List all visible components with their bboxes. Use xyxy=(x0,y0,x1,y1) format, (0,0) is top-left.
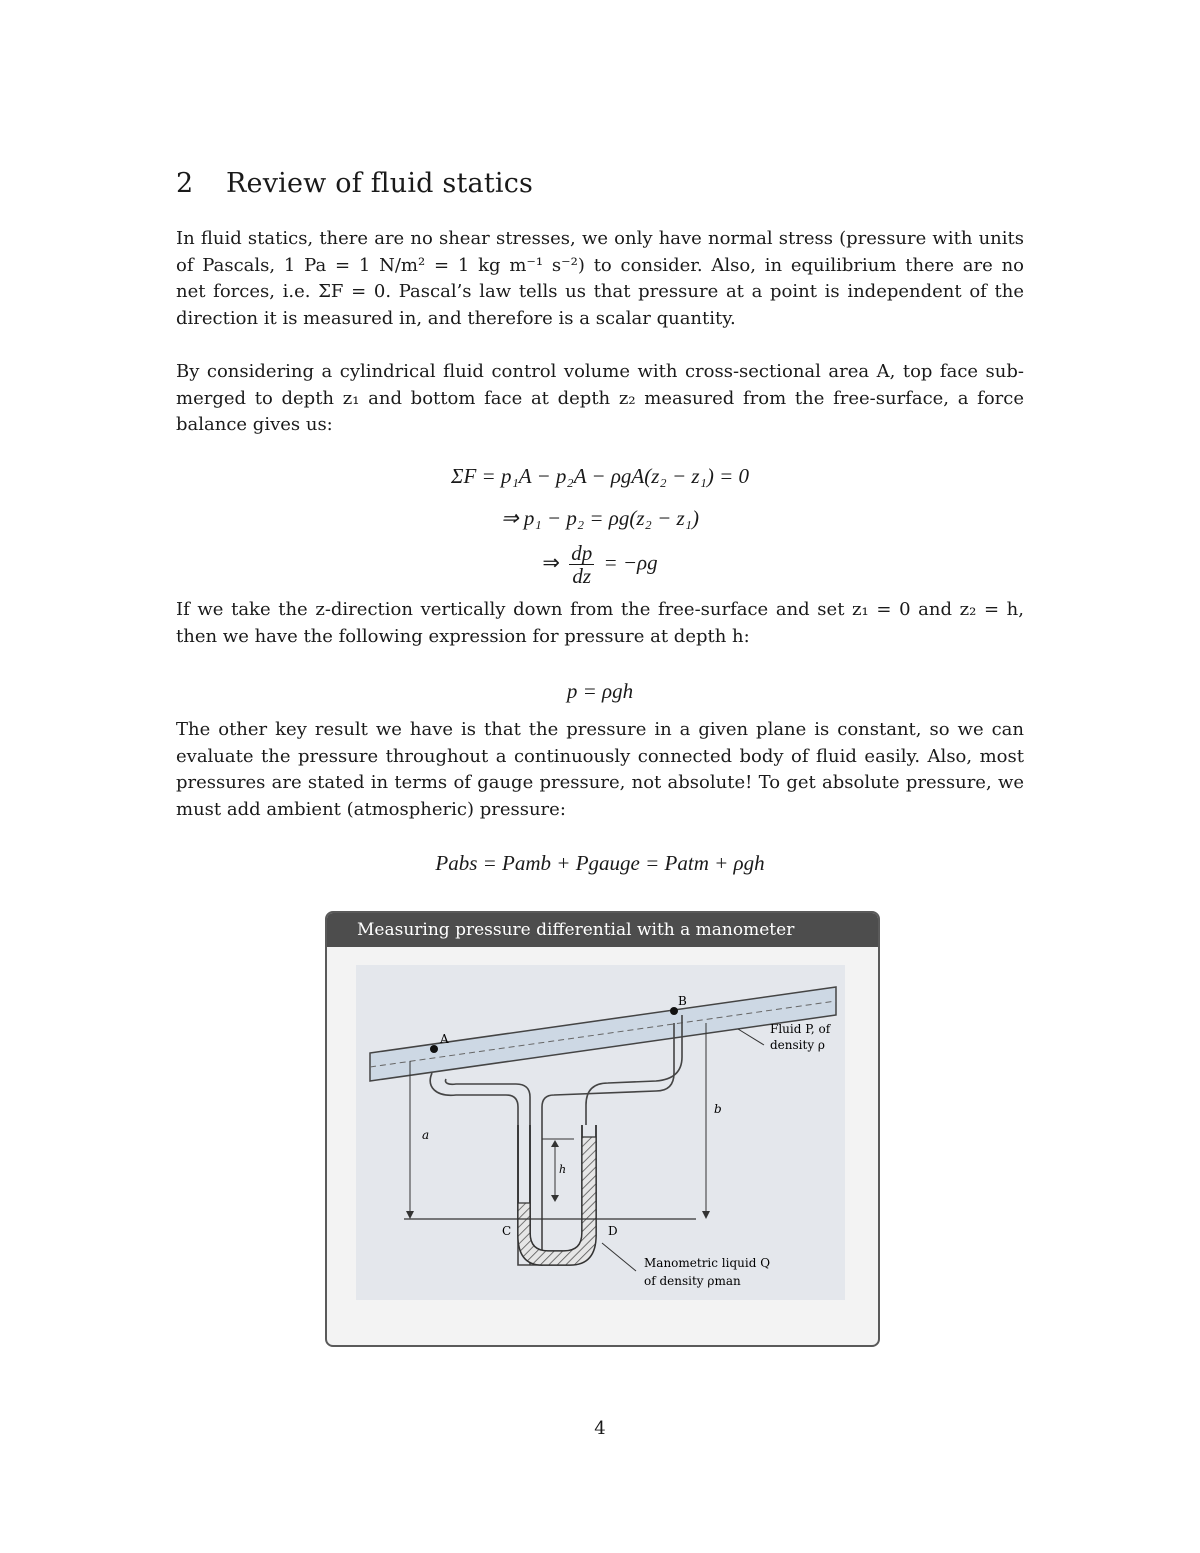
derivative-fraction xyxy=(569,542,594,587)
fraction-denominator: dz xyxy=(572,564,592,588)
equation-pressure-difference: ⇒ p₁ − p₂ = ρg(z₂ − z₁) xyxy=(501,506,699,530)
equation-hydrostatic: p = ρgh xyxy=(566,679,634,703)
manometric-label-line2: of density ρman xyxy=(644,1274,741,1288)
paragraph-line: evaluate the pressure throughout a continuously connected body of fluid easily. Also, most xyxy=(176,745,1024,767)
page-number: 4 xyxy=(594,1418,606,1439)
paragraph-line: balance gives us: xyxy=(176,414,333,435)
section-heading xyxy=(176,168,533,199)
paragraph-gauge xyxy=(176,717,1024,823)
fluid-label-line2: density ρ xyxy=(770,1038,825,1052)
label-d: D xyxy=(608,1224,618,1238)
label-c: C xyxy=(502,1224,512,1238)
label-a: a xyxy=(422,1128,430,1142)
fluid-label-line1: Fluid P, of xyxy=(770,1022,831,1036)
point-a-marker xyxy=(430,1045,438,1053)
paragraph-line: pressures are stated in terms of gauge pressure, not absolute! To get absolute pressure, we xyxy=(176,772,1024,793)
equation-absolute-pressure: Pabs = Pamb + Pgauge = Patm + ρgh xyxy=(435,851,765,875)
box-title: Measuring pressure differential with a manometer xyxy=(327,913,878,947)
paragraph-control-volume xyxy=(176,359,1024,439)
paragraph-intro xyxy=(176,226,1024,332)
paragraph-line: By considering a cylindrical fluid control volume with cross-sectional area A, top face sub- xyxy=(176,361,1024,382)
fraction-numerator: dp xyxy=(571,541,593,565)
paragraph-line: direction it is measured in, and therefore is a scalar quantity. xyxy=(176,307,736,329)
label-h: h xyxy=(559,1163,567,1176)
label-a-point: A xyxy=(440,1032,449,1046)
point-b-marker xyxy=(670,1007,678,1015)
manometer-box xyxy=(325,911,880,1347)
paragraph-line: merged to depth z₁ and bottom face at depth z₂ measured from the free-surface, a force xyxy=(176,387,1024,409)
paragraph-line: then we have the following expression for pressure at depth h: xyxy=(176,625,750,647)
paragraph-line: In fluid statics, there are no shear stresses, we only have normal stress (pressure with units xyxy=(176,228,1024,249)
paragraph-line: of Pascals, 1 Pa = 1 N/m² = 1 kg m⁻¹ s⁻²) to consider. Also, in equilibrium there are no xyxy=(176,254,1024,276)
label-b-point: B xyxy=(678,994,687,1008)
label-b: b xyxy=(714,1102,722,1116)
paragraph-line: The other key result we have is that the pressure in a given plane is constant, so we can xyxy=(176,719,1024,740)
equation-gradient xyxy=(0,542,1200,587)
paragraph-depth xyxy=(176,597,1024,650)
equation-force-balance: ΣF = p₁A − p₂A − ρgA(z₂ − z₁) = 0 xyxy=(451,464,749,488)
section-number: 2 xyxy=(176,168,194,199)
paragraph-line: If we take the z-direction vertically down from the free-surface and set z₁ = 0 and z₂ = h, xyxy=(176,599,1024,620)
paragraph-line: net forces, i.e. ΣF = 0. Pascal’s law tells us that pressure at a point is independent of the xyxy=(176,281,1024,302)
implies-symbol: ⇒ xyxy=(542,550,560,575)
equation-rhs: = −ρg xyxy=(603,550,658,575)
manometer-diagram xyxy=(356,965,845,1300)
section-title: Review of fluid statics xyxy=(226,168,534,199)
paragraph-line: must add ambient (atmospheric) pressure: xyxy=(176,798,566,820)
manometric-label-line1: Manometric liquid Q xyxy=(644,1256,771,1270)
